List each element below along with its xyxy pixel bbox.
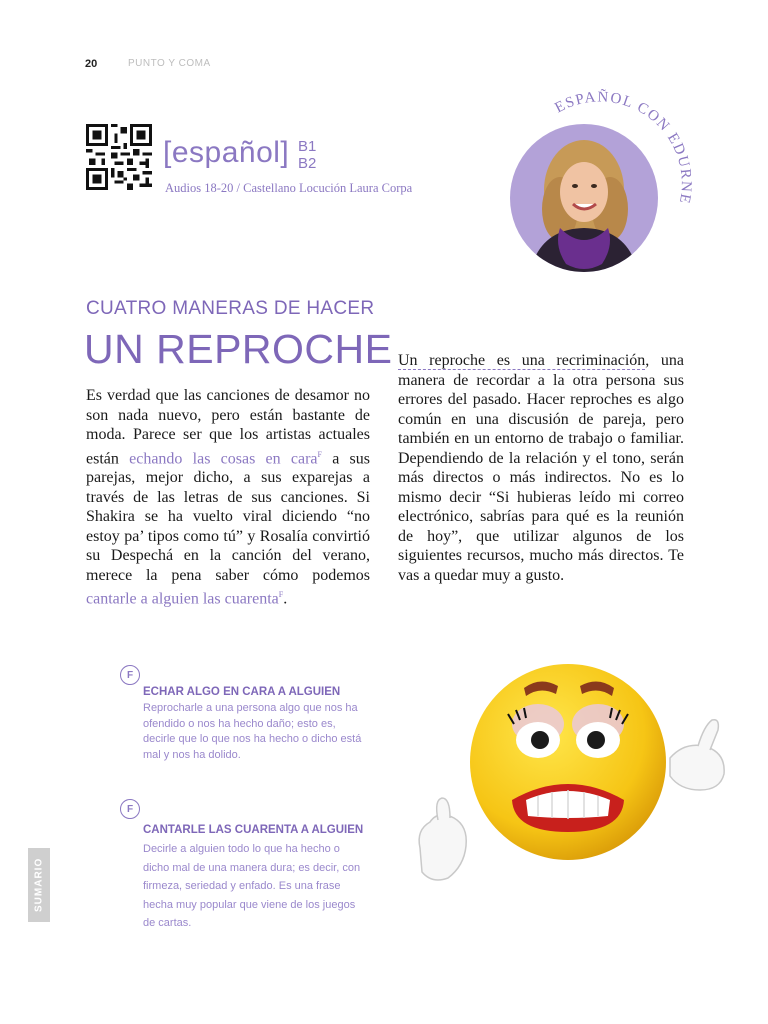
glossary-definition-1: Reprocharle a una persona algo que nos ha ofendido o nos ha hecho daño; esto es, decirle que lo que nos ha hecho o dicho está mal y nos ha dolido. [143, 702, 362, 761]
left-text-1: Es verdad que las canciones de desamor no son nada nuevo, pero están bastante de moda. Parece ser que los artistas actuales están [86, 387, 370, 467]
footnote-mark-1: F [317, 449, 322, 459]
footnote-mark-2: F [278, 590, 284, 600]
article-right-column [398, 351, 684, 585]
phrase-icon: F [120, 665, 140, 685]
level-b2: B2 [298, 155, 317, 172]
article-kicker: CUATRO MANERAS DE HACER [86, 298, 375, 319]
level-badge [298, 138, 316, 172]
left-text-2: a sus parejas, mejor dicho, a sus exparejas a través de las letras de sus canciones. Si Shakira se ha vuelto viral diciendo “no estoy pa’ tipos como tú” y Rosalía convirtió su Despechá en la canción del verano, merece la pena saber cómo podemos [86, 449, 370, 584]
sumario-tab[interactable]: SUMARIO [28, 848, 50, 922]
glossary-term-2: CANTARLE LAS CUARENTA A ALGUIEN [143, 824, 364, 836]
magazine-name: PUNTO Y COMA [128, 58, 211, 69]
glossary-link-cantar[interactable]: cantarle a alguien las cuarenta [86, 590, 279, 608]
page-number: 20 [85, 58, 98, 70]
svg-text:ESPAÑOL CON EDURNE [552, 89, 694, 205]
article-left-column [86, 386, 370, 609]
qr-code-icon[interactable] [86, 124, 152, 190]
right-body-text: , una manera de recordar a la otra persona sus errores del pasado. Hacer reproches es algo común en una discusión de pareja, pero también en un entorno de trabajo o familiar. Dependiendo de la relación y el tono, serán más directos o más indirectos. No es lo mismo decir “Si hubieras leído mi correo electrónico, sabrías para qué es la reunión de hoy”, que utilizar algunos de los siguientes recursos, mucho más directos. Te vas a quedar muy a gusto. [398, 352, 684, 584]
glossary-term-1: ECHAR ALGO EN CARA A ALGUIEN [143, 686, 341, 698]
right-lead-text: Un reproche es una recriminación [398, 352, 646, 369]
glossary-entry-2 [143, 820, 365, 932]
glossary-link-echar[interactable]: echando las cosas en cara [129, 449, 318, 467]
article-title: UN REPROCHE [84, 326, 393, 372]
section-label-arc [520, 85, 720, 275]
glossary-definition-2: Decirle a alguien todo lo que ha hecho o dicho mal de una manera dura; es decir, con firmeza, seriedad y enfado. Es una frase hecha muy popular que viene de los juegos de cartas. [143, 843, 361, 929]
language-badge: [español] [163, 136, 290, 169]
angry-emoji-icon [408, 650, 738, 900]
level-b1: B1 [298, 138, 317, 155]
phrase-icon: F [120, 799, 140, 819]
left-text-3: . [283, 590, 288, 608]
section-label-text: ESPAÑOL CON EDURNE [552, 89, 695, 206]
audio-credits: Audios 18-20 / Castellano Locución Laura Corpa [165, 181, 413, 195]
